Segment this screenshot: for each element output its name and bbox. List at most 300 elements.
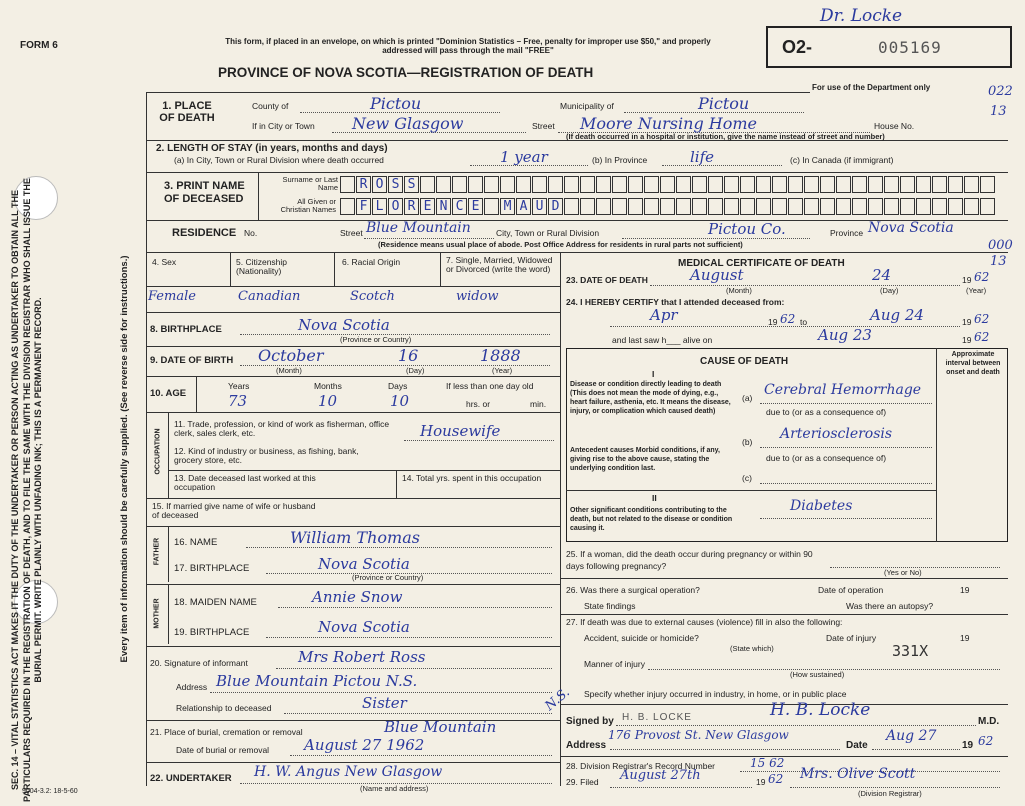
name-letter-box: R <box>356 176 371 193</box>
name-letter-box <box>900 198 915 215</box>
record-number: 15 62 <box>750 756 785 770</box>
side-note: Every item of information should be carefully supplied. (See reverse side for instructions.) <box>119 255 130 663</box>
name-letter-box <box>884 176 899 193</box>
relation-value: Sister <box>362 694 407 712</box>
age-years-label: Years <box>228 381 250 391</box>
municipality-label: Municipality of <box>560 101 614 111</box>
cause-a-line <box>760 403 932 404</box>
rule-q26 <box>560 614 1008 615</box>
residence-street-label: Street <box>340 228 363 238</box>
name-letter-box <box>692 176 707 193</box>
interval-heading: Approximate interval between onset and death <box>945 351 1001 376</box>
name-letter-box <box>948 198 963 215</box>
name-letter-box <box>676 176 691 193</box>
age-years: 73 <box>228 392 248 410</box>
op-year-prefix: 19 <box>960 585 970 595</box>
burial-date-label: Date of burial or removal <box>176 745 270 755</box>
other-value: Diabetes <box>790 498 853 514</box>
name-letter-box <box>788 176 803 193</box>
undertaker-sub: (Name and address) <box>360 784 429 793</box>
name-letter-box: M <box>500 198 515 215</box>
name-letter-box <box>980 198 995 215</box>
name-heading: 3. PRINT NAME OF DECEASED <box>164 180 245 205</box>
name-letter-box <box>788 198 803 215</box>
name-letter-box <box>660 176 675 193</box>
rule-under-title <box>146 92 810 93</box>
rule-personal-values <box>146 312 560 313</box>
father-side: FATHER <box>153 537 161 566</box>
dob-year: 1888 <box>480 346 521 365</box>
name-letter-box <box>596 198 611 215</box>
ns-initials: N.S. <box>542 684 573 715</box>
rule-father <box>146 584 560 585</box>
q11-line <box>404 440 554 441</box>
mother-side: MOTHER <box>153 598 161 629</box>
last-saw-label: and last saw h___ alive on <box>612 335 713 345</box>
name-letter-box <box>804 198 819 215</box>
municipality-value: Pictou <box>698 94 750 113</box>
name-letter-box <box>644 176 659 193</box>
name-letter-box <box>836 198 851 215</box>
q17-sub: (Province or Country) <box>352 573 424 582</box>
due-to-a: due to (or as a consequence of) <box>766 407 887 417</box>
header-note: This form, if placed in an envelope, on which is printed "Dominion Statistics – Free, penalty for improper use $50," and properly addressed will pass through the mail "FREE" <box>225 37 711 55</box>
rule-under-stay <box>146 172 1008 173</box>
name-letter-box: U <box>532 198 547 215</box>
q25-label: 25. If a woman, did the death occur during pregnancy or within 90 days following pregnancy? <box>566 549 813 571</box>
q20-line <box>276 668 552 669</box>
q13-label: 13. Date deceased last worked at this occupation <box>174 473 316 493</box>
signed-label: Signed by <box>566 716 614 727</box>
q14-label: 14. Total yrs. spent in this occupation <box>402 473 542 483</box>
rule-burial <box>146 762 560 763</box>
divider-father <box>168 526 169 582</box>
q22-label: 22. UNDERTAKER <box>150 773 232 784</box>
address-line <box>210 692 552 693</box>
name-letter-box <box>452 176 467 193</box>
marital-label: 7. Single, Married, Widowed or Divorced (write the word) <box>446 255 553 275</box>
name-letter-box <box>692 198 707 215</box>
citizenship-label: 5. Citizenship (Nationality) <box>236 257 288 277</box>
age-days: 10 <box>390 392 410 410</box>
name-letter-box <box>884 198 899 215</box>
q12-label: 12. Kind of industry or business, as fishing, bank, grocery store, etc. <box>174 446 359 466</box>
q19-line <box>266 637 552 638</box>
residence-city-label: City, Town or Rural Division <box>496 228 600 238</box>
name-letter-box <box>820 198 835 215</box>
name-letter-box <box>660 198 675 215</box>
name-letter-box <box>580 176 595 193</box>
stay-province-label: (b) In Province <box>592 155 648 165</box>
stay-local-label: (a) In City, Town or Rural Division where death occurred <box>174 155 384 165</box>
name-letter-box: O <box>372 176 387 193</box>
q22-value: H. W. Angus New Glasgow <box>254 764 443 780</box>
house-label: House No. <box>874 121 915 131</box>
dob-month: October <box>258 346 324 365</box>
q15-label: 15. If married give name of wife or husband of deceased <box>152 501 316 521</box>
sustained-sub: (How sustained) <box>790 670 845 679</box>
name-letter-box <box>932 176 947 193</box>
filed-year-prefix: 19 <box>756 777 766 787</box>
rule-q25 <box>560 578 1008 579</box>
medical-heading: MEDICAL CERTIFICATE OF DEATH <box>678 258 845 269</box>
last-date: Aug 23 <box>818 326 872 344</box>
rule-age <box>146 412 560 413</box>
cause-c-line <box>760 483 932 484</box>
county-value: Pictou <box>370 94 422 113</box>
rule-dob <box>146 376 560 377</box>
name-divider <box>258 172 259 220</box>
name-letter-box <box>564 176 579 193</box>
name-letter-box <box>420 176 435 193</box>
q18-value: Annie Snow <box>312 588 403 606</box>
dob-day: 16 <box>398 346 419 365</box>
death-month-sub: (Month) <box>726 286 752 295</box>
residence-city-value: Pictou Co. <box>708 220 786 238</box>
name-letter-box <box>772 198 787 215</box>
rule-q15 <box>146 526 560 527</box>
name-letter-box <box>740 198 755 215</box>
name-letter-box <box>628 176 643 193</box>
roman-1: I <box>652 369 655 379</box>
divider-mother <box>168 584 169 644</box>
divider-racial <box>440 252 441 286</box>
accident-label: Accident, suicide or homicide? <box>584 633 699 643</box>
racial-label: 6. Racial Origin <box>342 257 401 267</box>
name-letter-box <box>532 176 547 193</box>
name-letter-box: A <box>516 198 531 215</box>
specify-label: Specify whether injury occurred in industry, in home, or in public place <box>584 689 847 699</box>
dob-day-sub: (Day) <box>406 366 425 375</box>
name-letter-box <box>340 176 355 193</box>
name-letter-box: L <box>372 198 387 215</box>
given-boxes <box>340 198 1000 217</box>
name-letter-box <box>964 176 979 193</box>
divider-interval <box>936 348 937 542</box>
name-letter-box <box>900 176 915 193</box>
cause-b-value: Arteriosclerosis <box>780 426 893 442</box>
residence-street-line <box>364 238 494 239</box>
dept-use-label: For use of the Department only <box>812 83 931 92</box>
marital-value: widow <box>456 289 499 304</box>
name-letter-box: E <box>468 198 483 215</box>
stay-local-value: 1 year <box>500 148 548 166</box>
residence-province-label: Province <box>830 228 864 238</box>
name-letter-box <box>756 198 771 215</box>
name-letter-box: S <box>404 176 419 193</box>
rule-personal-labels <box>146 286 560 287</box>
q11-label: 11. Trade, profession, or kind of work as fisherman, office clerk, sales clerk, etc. <box>174 419 390 439</box>
place-heading: 1. PLACE OF DEATH <box>159 100 215 124</box>
cause-a-value: Cerebral Hemorrhage <box>764 382 922 398</box>
signed-print: H. B. LOCKE <box>622 712 692 723</box>
doctor-note: Dr. Locke <box>820 6 903 26</box>
footer-code: 9004-3.2: 18-5-60 <box>22 788 78 795</box>
rule-cause-part1 <box>566 490 936 491</box>
injury-date-label: Date of injury <box>826 633 877 643</box>
injury-year-prefix: 19 <box>960 633 970 643</box>
racial-value: Scotch <box>350 289 395 304</box>
name-letter-box <box>676 198 691 215</box>
name-letter-box <box>340 198 355 215</box>
filed-year: 62 <box>768 772 784 786</box>
rule-mother <box>146 646 560 647</box>
to-label: to <box>800 317 808 327</box>
autopsy-label: Was there an autopsy? <box>846 601 934 611</box>
from-year: 62 <box>780 312 796 326</box>
q20-value: Mrs Robert Ross <box>298 648 426 666</box>
name-letter-box <box>516 176 531 193</box>
sign-year-prefix: 19 <box>962 740 974 751</box>
to-date: Aug 24 <box>870 306 924 324</box>
q23-line <box>650 285 960 286</box>
street-label: Street <box>532 121 555 131</box>
residence-city-line <box>622 238 810 239</box>
name-letter-box <box>708 176 723 193</box>
residence-street-value: Blue Mountain <box>366 220 471 236</box>
death-year-sub: (Year) <box>966 286 987 295</box>
signed-value: H. B. Locke <box>770 700 871 720</box>
manner-label: Manner of injury <box>584 659 645 669</box>
city-label: If in City or Town <box>252 121 315 131</box>
q23-label: 23. DATE OF DEATH <box>566 275 648 285</box>
q27-label: 27. If death was due to external causes (violence) fill in also the following: <box>566 617 843 627</box>
name-letter-box <box>868 198 883 215</box>
name-letter-box: C <box>452 198 467 215</box>
death-year-prefix: 19 <box>962 275 972 285</box>
immediate-label: Disease or condition directly leading to death (This does not mean the mode of dying, e.g., heart failure, asthenia, etc. It means the disease, injury, or complication which caused death) <box>570 381 731 415</box>
sex-value: Female <box>148 289 196 304</box>
dept-code-2: 13 <box>990 104 1007 119</box>
surname-label: Surname or Last Name <box>282 175 338 193</box>
address-value: Blue Mountain Pictou N.S. <box>216 672 418 690</box>
dept-code-4: 13 <box>990 254 1007 269</box>
q24-line-1 <box>610 326 960 327</box>
sex-label: 4. Sex <box>152 257 177 267</box>
q16-label: 16. NAME <box>174 537 218 548</box>
name-letter-box <box>820 176 835 193</box>
name-letter-box: D <box>548 198 563 215</box>
name-letter-box <box>740 176 755 193</box>
filed-value: August 27th <box>620 768 701 783</box>
q17-label: 17. BIRTHPLACE <box>174 563 250 574</box>
name-letter-box: N <box>436 198 451 215</box>
code-331: 331X <box>892 642 929 660</box>
divider-citizenship <box>334 252 335 286</box>
q26-label: 26. Was there a surgical operation? <box>566 585 700 595</box>
registrar-value: Mrs. Olive Scott <box>800 766 916 782</box>
name-letter-box: O <box>388 198 403 215</box>
hrs-label: hrs. or <box>466 399 491 409</box>
name-letter-box <box>548 176 563 193</box>
dob-label: 9. DATE OF BIRTH <box>150 355 234 366</box>
age-label: 10. AGE <box>150 388 187 399</box>
birthplace-sub: (Province or Country) <box>340 335 412 344</box>
q19-value: Nova Scotia <box>318 618 410 636</box>
name-letter-box <box>564 198 579 215</box>
antecedent-label: Antecedent causes Morbid conditions, if any, giving rise to the above cause, stating the underlying condition last. <box>570 447 721 472</box>
q18-line <box>278 607 552 608</box>
city-value: New Glasgow <box>352 114 464 133</box>
q20-label: 20. Signature of informant <box>150 658 248 668</box>
name-letter-box <box>628 198 643 215</box>
divider-age <box>196 376 197 412</box>
death-day-sub: (Day) <box>880 286 899 295</box>
birthplace-value: Nova Scotia <box>298 316 390 334</box>
side-instructions: SEC. 14 – VITAL STATISTICS ACT MAKES IT THE DUTY OF THE UNDERTAKER OR PERSON ACTING AS UNDERTAKER TO OBTAIN ALL THE PARTICULARS REQUIRED IN THE REGISTRATION OF DEATH, AND TO FILE THE SAME WITH THE DIVISION REGISTRAR WHO SHALL ISSUE THE BURIAL PERMIT. WRITE PLAINLY WITH UNFADING INK; THIS IS A PERMANENT RECORD. <box>10 178 43 802</box>
q16-value: William Thomas <box>290 528 420 547</box>
registration-number-box <box>766 26 1012 68</box>
divider-sex <box>230 252 231 286</box>
sign-date-line <box>872 749 960 750</box>
name-letter-box <box>916 176 931 193</box>
b-label: (b) <box>742 437 753 447</box>
findings-label: State findings <box>584 601 636 611</box>
dept-code-1: 022 <box>988 84 1013 99</box>
stay-province-value: life <box>690 148 715 166</box>
county-label: County of <box>252 101 289 111</box>
residence-note: (Residence means usual place of abode. Post Office Address for residents in rural parts not sufficient) <box>378 240 743 249</box>
roman-2: II <box>652 493 657 503</box>
less-day-label: If less than one day old <box>446 381 534 391</box>
registration-prefix: O2- <box>782 37 813 57</box>
q24-label: 24. I HEREBY CERTIFY that I attended deceased from: <box>566 297 785 307</box>
name-letter-box <box>612 176 627 193</box>
dept-code-3: 000 <box>988 238 1013 253</box>
divider-occupation <box>168 412 169 498</box>
occupation-side: OCCUPATION <box>154 428 162 475</box>
registrar-line <box>790 787 1000 788</box>
due-to-b: due to (or as a consequence of) <box>766 453 887 463</box>
c-label: (c) <box>742 473 752 483</box>
from-year-prefix: 19 <box>768 317 778 327</box>
name-letter-box <box>612 198 627 215</box>
name-letter-box <box>932 198 947 215</box>
q28-label: 28. Division Registrar's Record Number <box>566 761 716 771</box>
yesno-sub: (Yes or No) <box>884 568 922 577</box>
residence-no-label: No. <box>244 228 258 238</box>
doctor-address-value: 176 Provost St. New Glasgow <box>608 728 789 742</box>
q16-line <box>246 547 552 548</box>
death-day: 24 <box>872 266 892 284</box>
op-date-label: Date of operation <box>818 585 884 595</box>
name-letter-box <box>436 176 451 193</box>
last-year-prefix: 19 <box>962 335 972 345</box>
a-label: (a) <box>742 393 753 403</box>
name-letter-box <box>916 198 931 215</box>
dob-year-sub: (Year) <box>492 366 513 375</box>
name-letter-box <box>852 176 867 193</box>
name-letter-box <box>708 198 723 215</box>
surname-boxes <box>340 176 1000 195</box>
relation-label: Relationship to deceased <box>176 703 272 713</box>
name-letter-box <box>868 176 883 193</box>
sign-date-label: Date <box>846 740 868 751</box>
age-months-label: Months <box>314 381 342 391</box>
q21-value: Blue Mountain <box>384 718 497 736</box>
name-letter-box: F <box>356 198 371 215</box>
from-month: Apr <box>650 306 678 324</box>
doctor-address-line <box>610 749 840 750</box>
name-letter-box <box>756 176 771 193</box>
cause-heading: CAUSE OF DEATH <box>700 356 789 367</box>
rule-informant <box>146 720 560 721</box>
birthplace-label: 8. BIRTHPLACE <box>150 324 222 335</box>
last-year: 62 <box>974 330 990 344</box>
to-year: 62 <box>974 312 990 326</box>
name-letter-box <box>964 198 979 215</box>
dob-month-sub: (Month) <box>276 366 302 375</box>
doctor-address-label: Address <box>566 740 607 751</box>
rule-occupation <box>146 498 560 499</box>
age-months: 10 <box>318 392 338 410</box>
q29-label: 29. Filed <box>566 777 599 787</box>
signed-line <box>616 725 976 726</box>
name-letter-box <box>804 176 819 193</box>
name-letter-box <box>948 176 963 193</box>
stay-heading: 2. LENGTH OF STAY (in years, months and days) <box>156 143 388 154</box>
state-which-sub: (State which) <box>730 644 774 653</box>
name-letter-box <box>852 198 867 215</box>
q17-value: Nova Scotia <box>318 555 410 573</box>
name-letter-box <box>836 176 851 193</box>
name-letter-box: R <box>404 198 419 215</box>
age-days-label: Days <box>388 381 408 391</box>
name-letter-box <box>724 198 739 215</box>
death-year: 62 <box>974 270 990 284</box>
name-letter-box <box>484 176 499 193</box>
name-letter-box: S <box>388 176 403 193</box>
form-left-border <box>146 92 147 786</box>
md-label: M.D. <box>978 716 1000 727</box>
q11-value: Housewife <box>420 422 501 440</box>
residence-heading: RESIDENCE <box>172 227 237 239</box>
address-label: Address <box>176 682 208 692</box>
registration-number: 005169 <box>878 38 942 57</box>
other-line <box>760 518 932 519</box>
to-year-prefix: 19 <box>962 317 972 327</box>
name-letter-box <box>724 176 739 193</box>
name-letter-box <box>980 176 995 193</box>
rule-under-residence <box>146 252 1008 253</box>
name-letter-box: E <box>420 198 435 215</box>
q19-label: 19. BIRTHPLACE <box>174 627 250 638</box>
residence-province-value: Nova Scotia <box>868 220 954 236</box>
cause-b-line <box>760 447 932 448</box>
stay-canada-label: (c) In Canada (if immigrant) <box>790 155 894 165</box>
death-month: August <box>690 266 744 284</box>
stay-province-line <box>662 165 782 166</box>
hospital-note: (If death occurred in a hospital or institution, give the name instead of street and number) <box>566 132 885 141</box>
street-value: Moore Nursing Home <box>580 114 757 133</box>
burial-date-value: August 27 1962 <box>304 736 425 754</box>
name-letter-box <box>580 198 595 215</box>
burial-date-line <box>290 755 552 756</box>
name-letter-box <box>468 176 483 193</box>
name-letter-box <box>772 176 787 193</box>
page-title: PROVINCE OF NOVA SCOTIA—REGISTRATION OF DEATH <box>218 65 594 80</box>
registrar-sub: (Division Registrar) <box>858 789 922 798</box>
given-label: All Given or Christian Names <box>280 197 336 215</box>
q18-label: 18. MAIDEN NAME <box>174 597 257 608</box>
citizenship-value: Canadian <box>238 289 301 304</box>
q21-label: 21. Place of burial, cremation or removal <box>150 727 303 737</box>
name-letter-box <box>644 198 659 215</box>
relation-line <box>284 713 552 714</box>
sign-date-value: Aug 27 <box>886 728 937 744</box>
other-label: Other significant conditions contributing to the death, but not related to the disease or condition causing it. <box>570 507 733 532</box>
divider-q13 <box>396 470 397 498</box>
